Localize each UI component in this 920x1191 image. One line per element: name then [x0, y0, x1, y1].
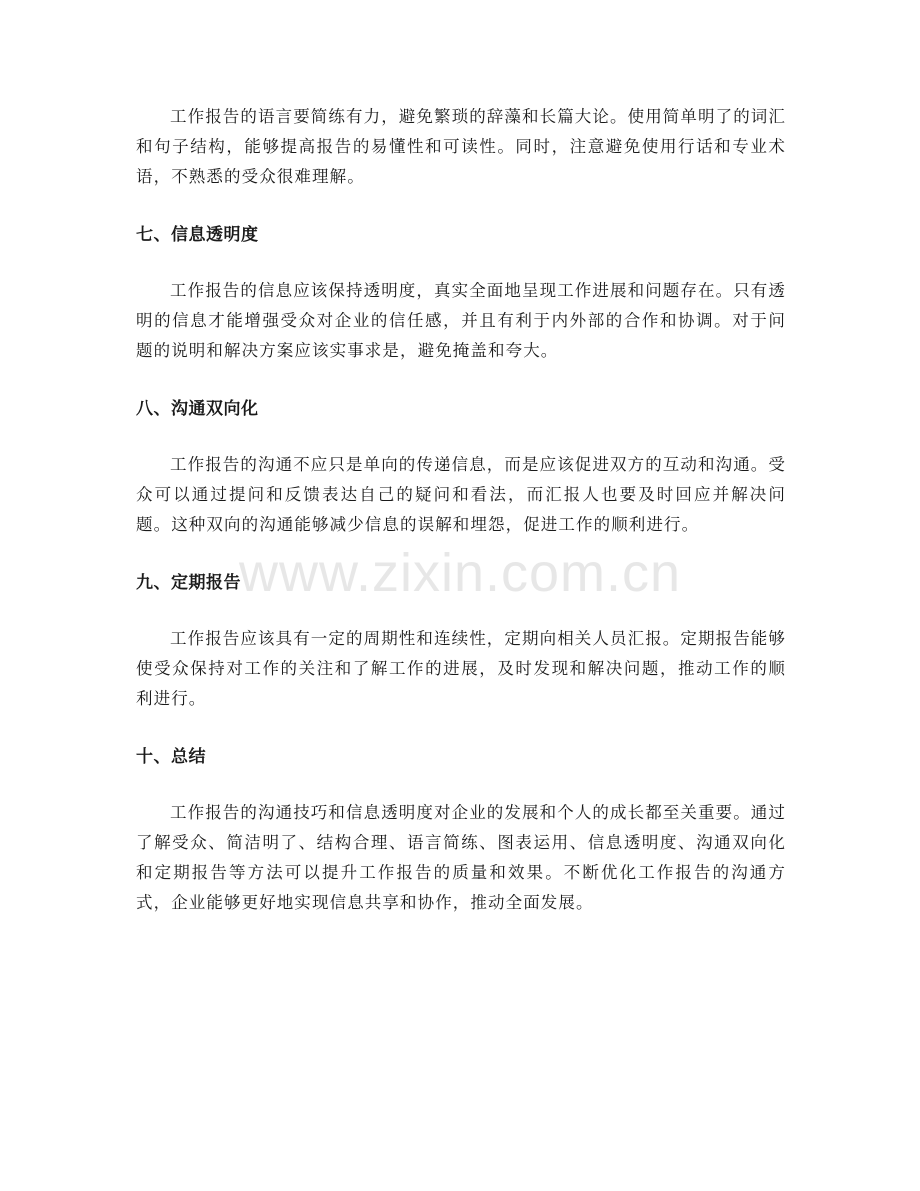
- section-heading-7: 七、信息透明度: [136, 225, 259, 245]
- section-paragraph-10: 工作报告的沟通技巧和信息透明度对企业的发展和个人的成长都至关重要。通过了解受众、简洁明了、结构合理、语言简练、图表运用、信息透明度、沟通双向化和定期报告等方法可以提升工作报告的质量和效果。不断优化工作报告的沟通方式，企业能够更好地实现信息共享和协作，推动全面发展。: [136, 803, 786, 912]
- section-paragraph-9: 工作报告应该具有一定的周期性和连续性，定期向相关人员汇报。定期报告能够使受众保持对工作的关注和了解工作的进展，及时发现和解决问题，推动工作的顺利进行。: [136, 629, 786, 708]
- spacer: [136, 598, 786, 624]
- spacer: [136, 772, 786, 798]
- spacer: [136, 250, 786, 276]
- section-paragraph-7: 工作报告的信息应该保持透明度，真实全面地呈现工作进展和问题存在。只有透明的信息才能增强受众对企业的信任感，并且有利于内外部的合作和协调。对于问题的说明和解决方案应该实事求是，避免掩盖和夸大。: [136, 281, 786, 360]
- spacer: [136, 366, 786, 394]
- spacer: [136, 540, 786, 568]
- spacer: [136, 714, 786, 742]
- spacer: [136, 424, 786, 450]
- spacer: [136, 192, 786, 220]
- section-heading-8: 八、沟通双向化: [136, 399, 259, 419]
- section-paragraph-8: 工作报告的沟通不应只是单向的传递信息，而是应该促进双方的互动和沟通。受众可以通过提问和反馈表达自己的疑问和看法，而汇报人也要及时回应并解决问题。这种双向的沟通能够减少信息的误解和埋怨，促进工作的顺利进行。: [136, 455, 786, 534]
- section-heading-9: 九、定期报告: [136, 573, 241, 593]
- document-body: [136, 102, 786, 918]
- intro-paragraph: 工作报告的语言要简练有力，避免繁琐的辞藻和长篇大论。使用简单明了的词汇和句子结构，能够提高报告的易懂性和可读性。同时，注意避免使用行话和专业术语，不熟悉的受众很难理解。: [136, 107, 786, 186]
- watermark: www.zixin.com.cn: [238, 543, 682, 603]
- section-heading-10: 十、总结: [136, 747, 206, 767]
